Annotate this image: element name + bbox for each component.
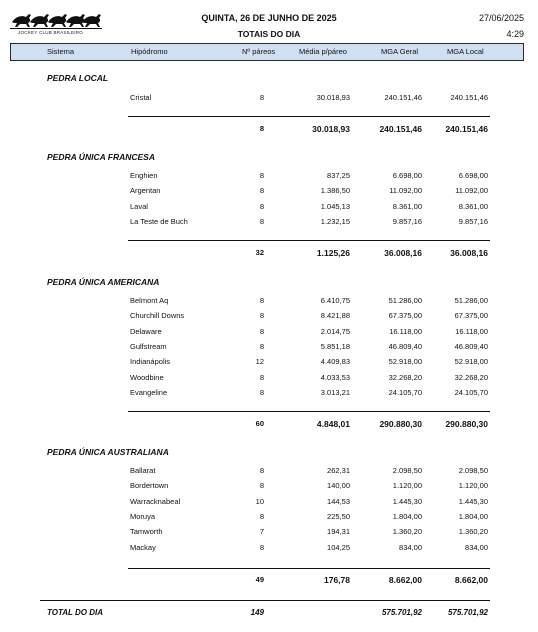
- logo-text: JOCKEY CLUB BRASILEIRO: [18, 30, 84, 35]
- table-row: [0, 481, 538, 493]
- subtotal-mga-local: 290.880,30: [445, 419, 488, 429]
- pareos-cell: 8: [259, 387, 264, 397]
- mga-geral-cell: 24.105,70: [388, 387, 422, 397]
- subtotal-mga-geral: 240.151,46: [379, 124, 422, 134]
- subtotal-media: 30.018,93: [312, 124, 350, 134]
- col-sistema: Sistema: [47, 47, 75, 56]
- table-row: [0, 217, 538, 229]
- mga-local-cell: 11.092,00: [455, 186, 488, 196]
- hipodromo-cell: Churchill Downs: [130, 311, 185, 321]
- mga-local-cell: 51.286,00: [454, 296, 488, 305]
- subtotal-pareos: 60: [255, 419, 264, 428]
- mga-geral-cell: 16.118,00: [389, 326, 422, 336]
- mga-local-cell: 32.268,20: [454, 372, 488, 382]
- mga-geral-cell: 240.151,46: [384, 93, 422, 102]
- print-date: 27/06/2025: [478, 13, 524, 23]
- report-title: TOTAIS DO DIA: [237, 29, 301, 39]
- hipodromo-cell: Delaware: [130, 326, 162, 336]
- media-cell: 837,25: [327, 171, 350, 180]
- mga-geral-cell: 834,00: [399, 542, 422, 552]
- section-title: PEDRA ÚNICA AUSTRALIANA: [47, 447, 169, 457]
- mga-local-cell: 9.857,16: [458, 216, 488, 226]
- table-row: [0, 466, 538, 478]
- total-divider: [40, 600, 490, 601]
- grand-total-mga-local: 575.701,92: [447, 608, 488, 617]
- pareos-cell: 8: [259, 326, 264, 336]
- print-time: 4:29: [506, 29, 524, 39]
- mga-geral-cell: 11.092,00: [389, 186, 422, 196]
- col-mga-geral: MGA Geral: [381, 47, 419, 56]
- table-row: [0, 186, 538, 198]
- subtotal-pareos: 49: [255, 575, 264, 584]
- mga-local-cell: 46.809,40: [454, 341, 488, 351]
- media-cell: 194,31: [327, 527, 350, 537]
- media-cell: 1.045,13: [320, 201, 350, 211]
- pareos-cell: 8: [259, 481, 264, 491]
- hipodromo-cell: Indianápolis: [130, 357, 171, 367]
- hipodromo-cell: Laval: [130, 201, 148, 211]
- subtotal-divider: [128, 568, 490, 569]
- subtotal-media: 4.848,01: [316, 419, 350, 429]
- mga-geral-cell: 1.120,00: [392, 481, 422, 491]
- mga-geral-cell: 32.268,20: [388, 372, 422, 382]
- grand-total-pareos: 149: [250, 608, 264, 617]
- mga-local-cell: 1.445,30: [458, 496, 488, 506]
- mga-local-cell: 1.804,00: [458, 511, 488, 521]
- mga-geral-cell: 1.360,20: [392, 527, 422, 537]
- pareos-cell: 8: [259, 311, 264, 321]
- table-row: [0, 497, 538, 509]
- mga-geral-cell: 67.375,00: [388, 311, 422, 321]
- media-cell: 30.018,93: [316, 93, 350, 102]
- hipodromo-cell: Cristal: [130, 93, 152, 102]
- mga-local-cell: 52.918,00: [454, 357, 488, 367]
- section-title: PEDRA ÚNICA FRANCESA: [47, 152, 155, 162]
- col-pareos: Nº páreos: [242, 47, 276, 56]
- subtotal-row: [0, 248, 538, 260]
- table-row: [0, 296, 538, 308]
- media-cell: 3.013,21: [320, 387, 350, 397]
- grand-total-label: TOTAL DO DIA: [47, 608, 103, 617]
- grand-total-row: [0, 608, 538, 620]
- hipodromo-cell: Warracknabeal: [130, 496, 181, 506]
- hipodromo-cell: La Teste de Buch: [130, 216, 188, 226]
- hipodromo-cell: Woodbine: [130, 372, 164, 382]
- pareos-cell: 8: [259, 372, 264, 382]
- mga-local-cell: 1.120,00: [458, 481, 488, 491]
- report-date-title: QUINTA, 26 DE JUNHO DE 2025: [201, 13, 337, 23]
- pareos-cell: 8: [259, 186, 264, 196]
- mga-local-cell: 24.105,70: [454, 387, 488, 397]
- col-hipodromo: Hipódromo: [131, 47, 168, 56]
- subtotal-row: [0, 419, 538, 431]
- table-row: [0, 202, 538, 214]
- section-title: PEDRA ÚNICA AMERICANA: [47, 277, 160, 287]
- hipodromo-cell: Enghien: [130, 171, 158, 180]
- hipodromo-cell: Evangeline: [130, 387, 168, 397]
- media-cell: 144,53: [327, 496, 350, 506]
- pareos-cell: 8: [259, 542, 264, 552]
- pareos-cell: 8: [259, 296, 264, 305]
- hipodromo-cell: Moruya: [130, 511, 156, 521]
- pareos-cell: 10: [255, 496, 264, 506]
- mga-geral-cell: 1.445,30: [392, 496, 422, 506]
- col-media: Média p/páreo: [299, 47, 347, 56]
- pareos-cell: 8: [259, 341, 264, 351]
- mga-local-cell: 2.098,50: [458, 466, 488, 475]
- media-cell: 104,25: [327, 542, 350, 552]
- section-title: PEDRA LOCAL: [47, 73, 109, 83]
- media-cell: 1.232,15: [320, 216, 350, 226]
- table-row: [0, 512, 538, 524]
- table-row: [0, 527, 538, 539]
- mga-local-cell: 6.698,00: [458, 171, 488, 180]
- table-row: [0, 342, 538, 354]
- subtotal-pareos: 8: [259, 124, 264, 133]
- mga-geral-cell: 51.286,00: [388, 296, 422, 305]
- mga-local-cell: 834,00: [465, 542, 488, 552]
- grand-total-mga-geral: 575.701,92: [381, 608, 422, 617]
- subtotal-divider: [128, 411, 490, 412]
- mga-geral-cell: 52.918,00: [388, 357, 422, 367]
- hipodromo-cell: Belmont Aq: [130, 296, 169, 305]
- hipodromo-cell: Ballarat: [130, 466, 156, 475]
- table-row: [0, 388, 538, 400]
- media-cell: 225,50: [327, 511, 350, 521]
- subtotal-mga-geral: 8.662,00: [388, 575, 422, 585]
- pareos-cell: 8: [259, 511, 264, 521]
- mga-local-cell: 16.118,00: [455, 326, 488, 336]
- media-cell: 4.033,53: [320, 372, 350, 382]
- table-row: [0, 543, 538, 555]
- table-row: [0, 327, 538, 339]
- mga-local-cell: 8.361,00: [458, 201, 488, 211]
- mga-geral-cell: 46.809,40: [388, 341, 422, 351]
- mga-geral-cell: 6.698,00: [392, 171, 422, 180]
- mga-local-cell: 67.375,00: [454, 311, 488, 321]
- hipodromo-cell: Argentan: [130, 186, 161, 196]
- mga-local-cell: 240.151,46: [450, 93, 488, 102]
- pareos-cell: 8: [259, 93, 264, 102]
- pareos-cell: 12: [255, 357, 264, 367]
- subtotal-media: 176,78: [324, 575, 350, 585]
- table-row: [0, 357, 538, 369]
- media-cell: 8.421,88: [320, 311, 350, 321]
- table-row: [0, 93, 538, 105]
- subtotal-mga-local: 36.008,16: [450, 248, 488, 258]
- subtotal-mga-geral: 36.008,16: [384, 248, 422, 258]
- subtotal-mga-geral: 290.880,30: [379, 419, 422, 429]
- column-header-bar: [10, 43, 524, 61]
- pareos-cell: 8: [259, 171, 264, 180]
- pareos-cell: 8: [259, 466, 264, 475]
- hipodromo-cell: Gulfstream: [130, 341, 167, 351]
- subtotal-media: 1.125,26: [316, 248, 350, 258]
- subtotal-pareos: 32: [255, 248, 264, 257]
- subtotal-mga-local: 240.151,46: [445, 124, 488, 134]
- media-cell: 5.851,18: [320, 341, 350, 351]
- col-mga-local: MGA Local: [447, 47, 484, 56]
- mga-geral-cell: 9.857,16: [392, 216, 422, 226]
- pareos-cell: 8: [259, 216, 264, 226]
- table-row: [0, 373, 538, 385]
- table-row: [0, 171, 538, 183]
- hipodromo-cell: Tamworth: [130, 527, 163, 537]
- media-cell: 262,31: [327, 466, 350, 475]
- table-row: [0, 311, 538, 323]
- subtotal-divider: [128, 116, 490, 117]
- subtotal-row: [0, 124, 538, 136]
- subtotal-divider: [128, 240, 490, 241]
- pareos-cell: 7: [259, 527, 264, 537]
- pareos-cell: 8: [259, 201, 264, 211]
- media-cell: 6.410,75: [320, 296, 350, 305]
- mga-geral-cell: 8.361,00: [392, 201, 422, 211]
- subtotal-row: [0, 575, 538, 587]
- mga-local-cell: 1.360,20: [458, 527, 488, 537]
- hipodromo-cell: Mackay: [130, 542, 156, 552]
- media-cell: 4.409,83: [320, 357, 350, 367]
- media-cell: 1.386,50: [320, 186, 350, 196]
- media-cell: 2.014,75: [320, 326, 350, 336]
- hipodromo-cell: Bordertown: [130, 481, 169, 491]
- mga-geral-cell: 1.804,00: [392, 511, 422, 521]
- media-cell: 140,00: [327, 481, 350, 491]
- mga-geral-cell: 2.098,50: [392, 466, 422, 475]
- subtotal-mga-local: 8.662,00: [454, 575, 488, 585]
